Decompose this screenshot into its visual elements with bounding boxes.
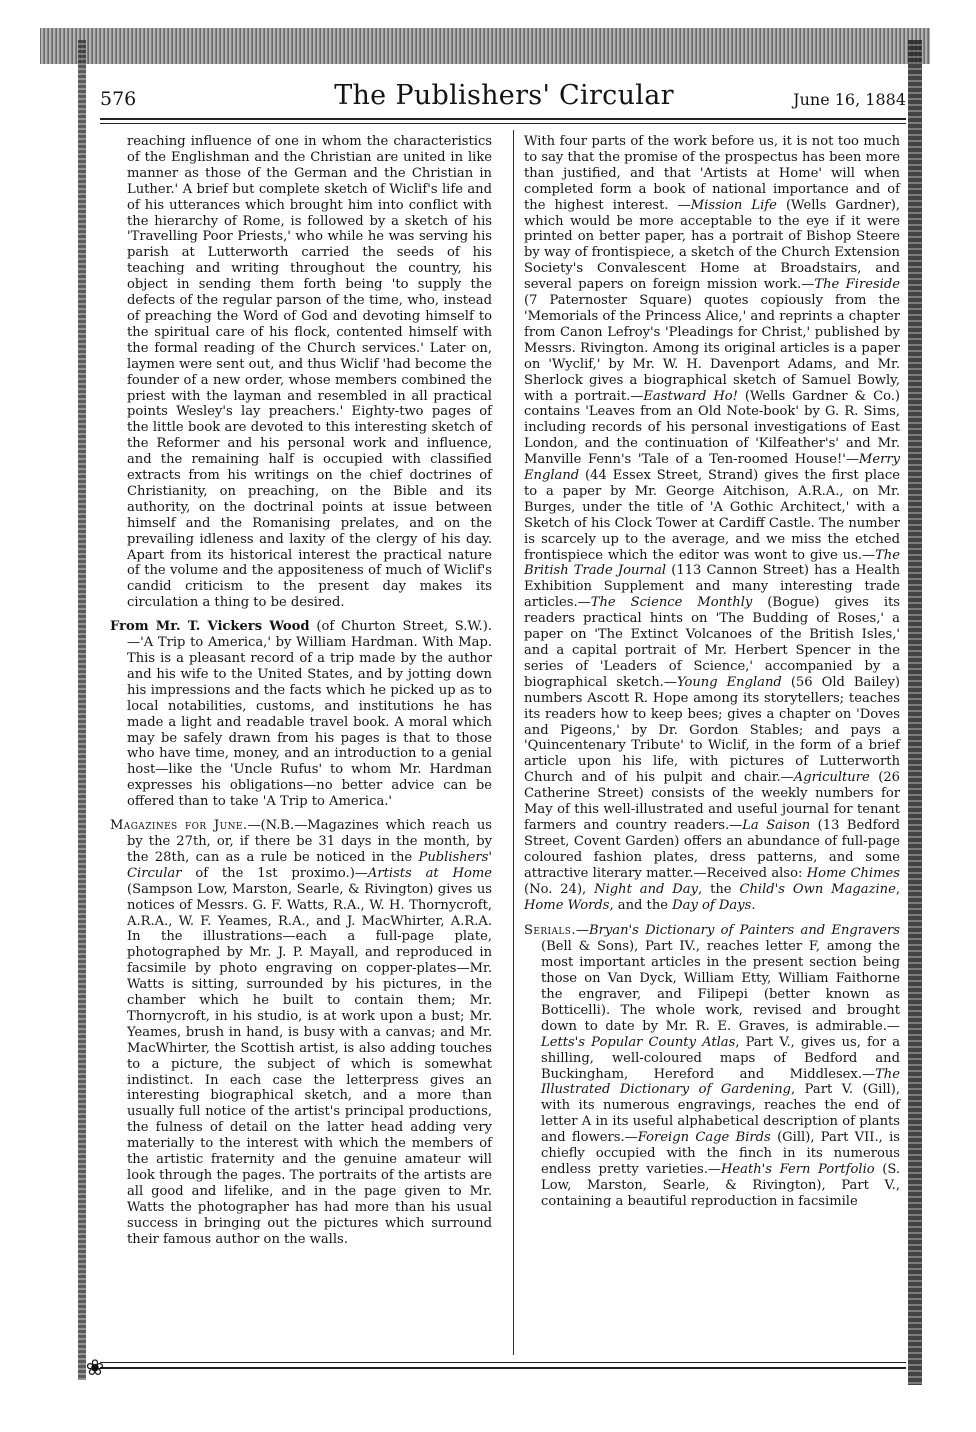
text: (7 Paternoster Square) quotes copiously from the 'Memorials of the Princess Alice,' and reprints a chapter from Canon Lefroy's 'Pleadings for Christ,' published by Messrs. Rivington. Among its original articles is a paper on 'Wyclif,' by Mr. W. H. Davenport Adams, and Mr. Sherlock gives a biographical sketch of Samuel Bowly, with a portrait.—: [524, 293, 900, 404]
text: (No. 24),: [524, 881, 595, 897]
footer-rule-thin: [100, 1362, 906, 1363]
italic-title: Day of Days: [672, 897, 752, 913]
serials-paragraph: [524, 923, 900, 1209]
text: (26 Catherine Street) consists of the weekly numbers for May of this well-illustrated and useful journal for tenant farmers and country readers.—: [524, 770, 900, 833]
page-header: [100, 80, 908, 116]
text: (44 Essex Street, Strand) gives the first place to a paper by Mr. George Aitchison, A.R.A., on Mr. Burges, under the title of 'A Gothic Architect,' with a Sketch of his Clock Tower at Cardiff Castle. The number is scarcely up to the average, and we miss the etched frontispiece which the editor was wont to give us.—: [524, 468, 900, 563]
italic-title: Artists at Home: [367, 865, 492, 881]
italic-title: Home Chimes: [806, 865, 900, 881]
italic-title: The British Trade Journal: [524, 547, 900, 579]
section-lead-serials: Serials.: [524, 923, 576, 939]
wiclif-review-paragraph: reaching influence of one in whom the characteristics of the Englishman and the Christian are united in like manner as those of the German and the Christian in Luther.' A brief but complete sketch of Wiclif's life and of his utterances which brought him into conflict with the hierarchy of Rome, is followed by a sketch of his 'Travelling Poor Priests,' who while he was serving his parish at Lutterworth carried the seeds of his teaching and writing throughout the country, his object in sending them forth being 'to supply the defects of the regular parson of the time, who, instead of preaching the Word of God and devoting himself to the spiritual care of his flock, contented himself with the formal reading of the Church services.' Later on, laymen were sent out, and thus Wiclif 'had become the founder of a new order, whose members combined the priest with the layman and resembled in all practical points Wesley's lay preachers.' Eighty-two pages of the little book are devoted to this interesting sketch of the Reformer and his personal work and influence, and the remaining half is occupied with classified extracts from his writings on the chief doctrines of Christianity, on preaching, on the Bible and its authority, on the doctrinal points at issue between himself and the Romanising prelates, and on the prevailing idleness and laxity of the clergy of his day. Apart from its historical interest the practical nature of the volume and the appositeness of much of Wiclif's candid criticism to the present day makes its circulation a thing to be desired.: [127, 134, 492, 611]
text: ,: [895, 881, 901, 897]
publication-title: The Publishers' Circular: [334, 80, 674, 111]
italic-title: Home Words: [524, 897, 610, 913]
italic-title: The Science Monthly: [590, 595, 753, 611]
italic-title: Agriculture: [793, 770, 870, 786]
header-rule-thick: [100, 118, 906, 120]
italic-title: Night and Day: [594, 881, 699, 897]
magazines-continued-paragraph: [524, 134, 900, 913]
text: (Wells Gardner), which would be more acceptable to the eye if it were printed on better paper, has a portrait of Bishop Steere by way of frontispiece, a sketch of the Church Extension Society's Convalescent Home at Broadstairs, and several papers on foreign mission work.—: [524, 197, 900, 293]
italic-title: Heath's Fern Portfolio: [721, 1162, 875, 1177]
text: (Gill), Part VII., is chiefly occupied with the finch in its numerous endless pretty varieties.—: [541, 1130, 900, 1177]
left-column: [110, 134, 492, 1248]
flower-ornament-icon: ❀: [85, 1356, 105, 1381]
italic-title: Foreign Cage Birds: [637, 1130, 771, 1146]
scan-left-border: [78, 40, 86, 1380]
italic-title: The Illustrated Dictionary of Gardening: [541, 1066, 900, 1098]
italic-title: La Saison: [742, 817, 811, 833]
text: (Bogue) gives its readers practical hints on 'The Budding of Roses,' a paper on 'The Extinct Volcanoes of the British Isles,' and a capital portrait of Mr. Herbert Spencer in the series of 'Leaders of Science,' accompanied by a biographical sketch.—: [524, 595, 900, 690]
italic-title: Letts's Popular County Atlas: [541, 1034, 736, 1050]
italic-title: Publishers' Circular: [127, 849, 492, 881]
magazines-paragraph: [110, 818, 492, 1247]
italic-title: Young England: [676, 674, 782, 690]
right-column: [524, 134, 900, 1210]
text: (113 Cannon Street) has a Health Exhibition Supplement and many interesting trade articles.—: [524, 563, 900, 611]
text: (Bell & Sons), Part IV., reaches letter F, among the most important articles in the present section being those on Van Dyck, William Etty, William Faithorne the engraver, and Filipepi (better known as Botticelli). The whole work, revised and brought down to date by Mr. R. E. Graves, is admirable.—: [541, 939, 900, 1034]
column-divider: [513, 130, 514, 1355]
footer-rule-thick: [100, 1367, 906, 1369]
italic-title: Mission Life: [690, 197, 777, 213]
italic-title: Bryan's Dictionary of Painters and Engravers: [588, 923, 900, 939]
text: (13 Bedford Street, Covent Garden) offers an abundance of full-page coloured fashion plates, dress patterns, and some attractive literary matter.—Received also:: [524, 817, 901, 881]
italic-title: Child's Own Magazine: [739, 881, 896, 897]
vickers-wood-text: (of Churton Street, S.W.).—'A Trip to America,' by William Hardman. With Map. This is a pleasant record of a trip made by the author and his wife to the United States, and by jotting down his impressions and the facts which he picked up as to local notabilities, customs, and institutions he has made a light and readable travel book. A moral which may be safely drawn from his pages is that to those who have time, money, and an introduction to a genial host—like the 'Uncle Rufus' to whom Mr. Hardman expresses his obligations—no better advice can be offered than to take 'A Trip to America.': [127, 619, 492, 810]
magazines-text: (Sampson Low, Marston, Searle, & Rivington) gives us notices of Messrs. G. F. Watts, R.A., W. H. Thornycroft, A.R.A., W. F. Yeames, R.A., and J. MacWhirter, A.R.A. In the illustrations—each a full-page plate, photographed by Mr. J. P. Mayall, and reproduced in facsimile by photo engraving on copper-plates—Mr. Watts is sitting, surrounded by his pictures, in the chamber which he built to contain them; Mr. Thornycroft, in his studio, is at work upon a bust; Mr. Yeames, brush in hand, is busy with a canvas; and Mr. MacWhirter, the Scottish artist, is also adding touches to a picture, the subject of which is somewhat indistinct. In each case the letterpress gives an interesting biographical sketch, and a more than usually full notice of the artist's principal productions, the fulness of detail on the latter head adding very materially to the interest with which the members of the artistic fraternity and the genuine amateur will look through the pages. The portraits of the artists are all good and lifelike, and in the page given to Mr. Watts the photographer has had more than his usual success in bringing out the pictures which surround their famous author on the walls.: [127, 881, 492, 1247]
page-number: 576: [100, 88, 137, 110]
text: (S. Low, Marston, Searle, & Rivington), Part V., containing a beautiful reproduction in facsimile: [541, 1162, 900, 1209]
header-rule-thin: [100, 123, 906, 124]
text: .: [751, 897, 756, 913]
magazines-text: —(N.B.—Magazines which reach us by the 27th, or, if there be 31 days in the month, by the 28th, can as a rule be noticed in the: [127, 818, 492, 865]
publisher-lead: From Mr. T. Vickers Wood: [110, 619, 310, 635]
magazines-text: of the 1st proximo.)—: [181, 865, 368, 881]
issue-date: June 16, 1884: [793, 90, 906, 109]
section-lead-magazines: Magazines for June.: [110, 818, 248, 834]
vickers-wood-paragraph: [110, 619, 492, 810]
italic-title: The Fireside: [814, 277, 900, 293]
text: , and the: [609, 897, 673, 913]
italic-title: Eastward Ho!: [643, 388, 738, 404]
text: , Part V., gives us, for a shilling, well-coloured maps of Bedford and Buckingham, Hereford and Middlesex.—: [541, 1034, 900, 1082]
text: (56 Old Bailey) numbers Ascott R. Hope among its storytellers; teaches its readers how to keep bees; gives a chapter on 'Doves and Pigeons,' by Dr. Gordon Stables; and pays a 'Quincentenary Tribute' to Wiclif, in the form of a brief article upon his life, with pictures of Lutterworth Church and of his pulpit and chair.—: [524, 674, 900, 786]
text: With four parts of the work before us, it is not too much to say that the promise of the prospectus has been more than justified, and that 'Artists at Home' will when completed form a book of national importance and of the highest interest. —: [524, 134, 900, 213]
scan-right-border: [908, 40, 922, 1385]
text: —: [575, 923, 589, 939]
text: , Part V. (Gill), with its numerous engravings, reaches the end of letter A in its useful alphabetical description of plants and flowers.—: [541, 1082, 900, 1146]
italic-title: Merry England: [524, 452, 900, 484]
text: , the: [698, 881, 740, 897]
text: (Wells Gardner & Co.) contains 'Leaves from an Old Note-book' by G. R. Sims, including records of his personal investigations of East London, and the continuation of 'Kilfeather's' and Mr. Manville Fenn's 'Tale of a Ten-roomed House!'—: [524, 388, 901, 468]
scan-top-border: [40, 28, 930, 64]
